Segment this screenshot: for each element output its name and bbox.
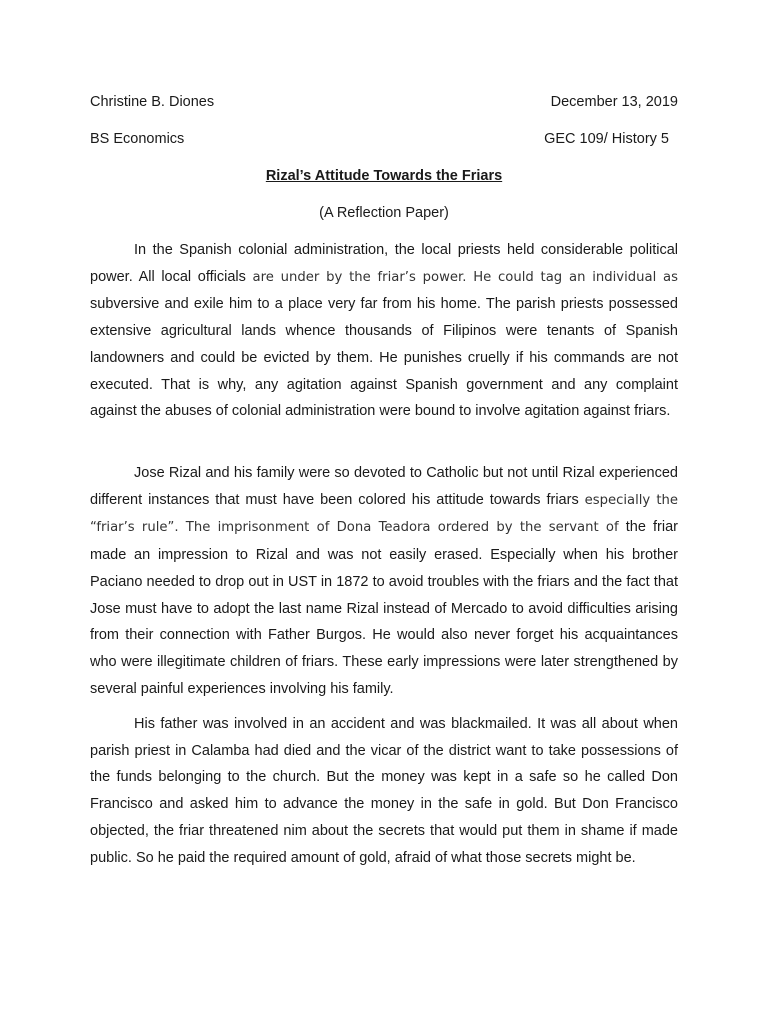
paragraph-1-text-c: subversive and exile him to a place very far from his home. The parish priests possessed extensive agricultural lands whence thousands of Filipinos were tenants of Spanish landowners and could be evicted by them. He punishes cruelly if his commands are not executed. That is why, any agitation against Spanish government and any complaint against the abuses of colonial administration were bound to involve agitation against friars. — [90, 296, 678, 420]
author-name: Christine B. Diones — [90, 94, 215, 110]
paragraph-2-text-a: Jose Rizal and his family were so devoted to Catholic but not until Rizal experienced different instances that must have been colored his attitude towards friars — [90, 465, 678, 508]
header-row-author-date — [90, 92, 678, 112]
paragraph-2-text-c: the friar made an impression to Rizal and was not easily erased. Especially when his brother Paciano needed to drop out in UST in 1872 to avoid troubles with the friars and the fact that Jose must have to adopt the last name Rizal instead of Mercado to avoid difficulties arising from their connection with Father Burgos. He would also never forget his acquaintances who were illegitimate children of friars. These early impressions were later strengthened by several painful experiences involving his family. — [90, 519, 678, 697]
document-date: December 13, 2019 — [550, 94, 678, 110]
program-name: BS Economics — [90, 131, 185, 147]
paragraph-3-text-a: His father was involved in an accident and was blackmailed. It was all about when parish priest in Calamba had died and the vicar of the district want to take possessions of the funds belonging to the church. But the money was kept in a safe so he called Don Francisco and asked him to advance the money in the safe in gold. But Don Francisco objected, the friar threatened nim about the secrets that would put them in shame if made public. So he paid the required amount of gold, afraid of what those secrets might be. — [90, 716, 678, 866]
header-row-program-course — [90, 129, 678, 149]
document-title: Rizal’s Attitude Towards the Friars — [265, 168, 503, 184]
body-paragraph-2 — [90, 460, 678, 702]
body-paragraph-3 — [90, 711, 678, 871]
paragraph-1-text-b: are under by the friar’s power. He could tag an individual as — [252, 269, 678, 285]
paragraph-1-text-a: In the Spanish colonial administration, the local priests held considerable political power. All local officials — [90, 242, 678, 285]
course-code: GEC 109/ History 5 — [544, 131, 669, 147]
body-paragraph-1 — [90, 237, 678, 425]
paragraph-2-text-b: especially the “friar’s rule”. The imprisonment of Dona Teadora ordered by the servant of — [90, 492, 678, 536]
document-subtitle: (A Reflection Paper) — [319, 205, 449, 221]
